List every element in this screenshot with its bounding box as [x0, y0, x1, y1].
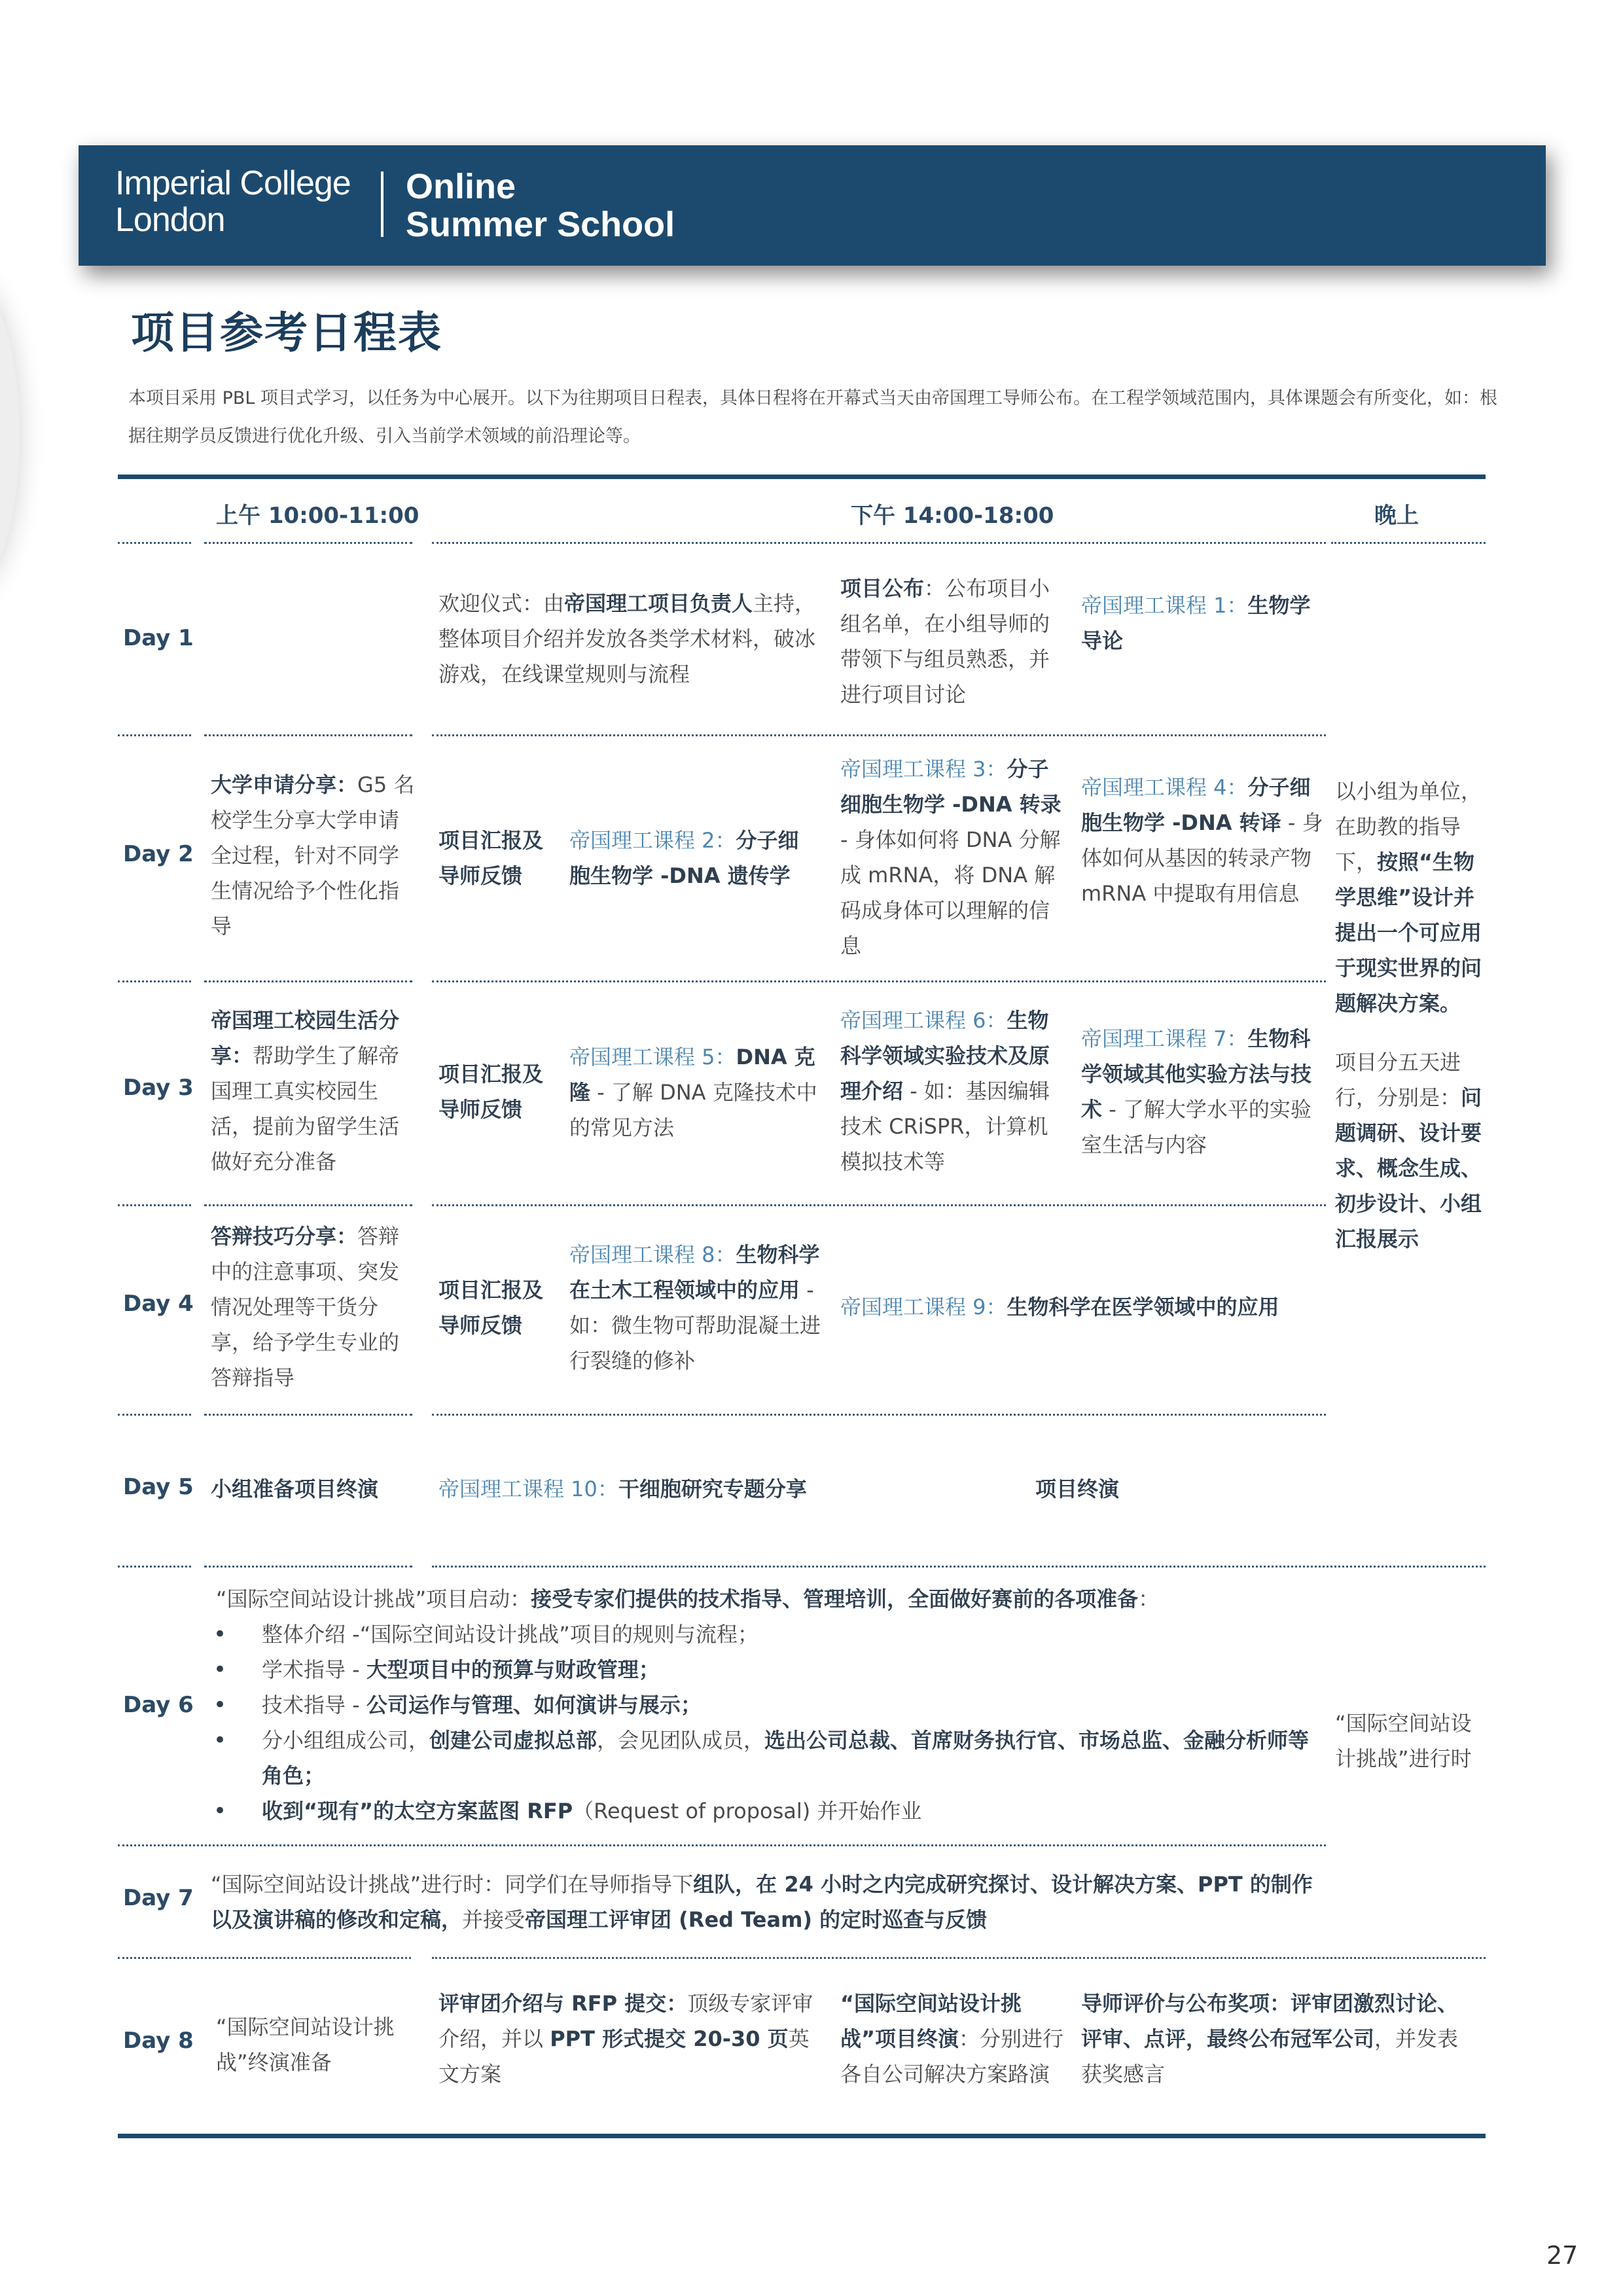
day6-evening: “国际空间站设计挑战”进行时 — [1335, 1711, 1472, 1771]
text: 帝国理工项目负责人 — [564, 591, 753, 616]
day-label: Day 4 — [123, 1291, 194, 1317]
separator — [432, 1204, 1326, 1206]
separator — [432, 1957, 1486, 1959]
day3-course-5 — [569, 1039, 822, 1145]
text: 帝国理工课程 7： — [1081, 1026, 1248, 1051]
brand-divider — [381, 171, 383, 237]
separator — [118, 1414, 191, 1416]
text: 帝国理工课程 5： — [569, 1045, 736, 1069]
text: 分子细胞生物学 -DNA 转录 — [840, 757, 1061, 817]
day2-course-4 — [1081, 770, 1323, 911]
day1-project-announce — [840, 571, 1063, 712]
text: 生物学导论 — [1081, 593, 1311, 653]
text: 帝国理工课程 4： — [1081, 775, 1248, 800]
text: 帝国理工课程 9： — [840, 1295, 1007, 1319]
text: G5 名校学生分享大学申请全过程，针对不同学生情况给予个性化指导 — [211, 772, 415, 939]
day5-morning: 小组准备项目终演 — [211, 1477, 379, 1501]
text: 分子细胞生物学 -DNA 遗传学 — [569, 828, 799, 888]
page-number: 27 — [1546, 2241, 1578, 2270]
day3-report: 项目汇报及导师反馈 — [438, 1062, 544, 1122]
text: 按照“生物学思维”设计并提出一个可应用于现实世界的问题解决方案。 — [1335, 850, 1482, 1016]
day6-bullets — [213, 1617, 1326, 1829]
page-edge-shadow — [0, 281, 20, 589]
text: 大学申请分享： — [211, 772, 358, 797]
text: 问题调研、设计要求、概念生成、初步设计、小组汇报展示 — [1335, 1085, 1482, 1251]
separator — [118, 542, 191, 544]
header-banner — [79, 145, 1546, 266]
program-name — [406, 168, 675, 243]
separator — [432, 1414, 1326, 1416]
text: - 身体如何从基因的转录产物 mRNA 中提取有用信息 — [1081, 810, 1323, 906]
text: 主持，整体项目介绍并发放各类学术材料，破冰游戏，在线课堂规则与流程 — [438, 591, 816, 687]
separator — [204, 542, 412, 544]
text: 公司运作与管理、如何演讲与展示； — [366, 1693, 702, 1717]
separator — [432, 980, 1326, 982]
text: 生物科学领域其他实验方法与技术 — [1081, 1026, 1312, 1122]
text: 生物科学领域实验技术及原理介绍 — [840, 1008, 1050, 1103]
text: 接受专家们提供的技术指导、管理培训，全面做好赛前的各项准备 — [531, 1587, 1139, 1611]
separator — [204, 1566, 412, 1568]
brand-line-1: Imperial College — [115, 164, 351, 202]
separator — [204, 1414, 412, 1416]
text: - 身体如何将 DNA 分解成 mRNA，将 DNA 解码成身体可以理解的信息 — [840, 827, 1061, 958]
header-evening: 晚上 — [1374, 503, 1419, 529]
day8-morning: “国际空间站设计挑战”终演准备 — [216, 2015, 395, 2075]
separator — [118, 734, 191, 736]
text: “国际空间站设计挑战”进行时：同学们在导师指导下 — [211, 1872, 694, 1897]
day4-course-8 — [569, 1237, 822, 1378]
day1-course-1 — [1081, 588, 1323, 658]
text: 帝国理工课程 2： — [569, 828, 736, 853]
text: ：公布项目小组名单，在小组导师的带领下与组员熟悉，并进行项目讨论 — [840, 576, 1050, 707]
list-item — [213, 1617, 1326, 1652]
page-title: 项目参考日程表 — [131, 308, 442, 358]
text: 以小组为单位，在助教的指导下， — [1335, 779, 1482, 874]
separator — [432, 734, 1326, 736]
header-morning: 上午 10:00-11:00 — [216, 503, 419, 529]
text: 创建公司虚拟总部 — [429, 1728, 597, 1753]
text: 导师评价与公布奖项： — [1081, 1991, 1291, 2016]
text: 大型项目中的预算与财政管理； — [366, 1657, 660, 1682]
day-label: Day 2 — [123, 841, 194, 867]
header-afternoon: 下午 14:00-18:00 — [851, 503, 1054, 529]
program-line-2: Summer School — [406, 205, 675, 244]
text: - 了解大学水平的实验室生活与内容 — [1081, 1097, 1311, 1157]
text: 并接受 — [462, 1907, 526, 1932]
day2-course-3 — [840, 751, 1067, 963]
day2-course-2 — [569, 823, 818, 893]
text: （Request of proposal) 并开始作业 — [573, 1799, 922, 1823]
text: DNA 克隆 — [569, 1045, 815, 1105]
day-label: Day 5 — [123, 1474, 194, 1500]
text: 欢迎仪式：由 — [438, 591, 565, 616]
day4-course-9 — [840, 1289, 1325, 1325]
text: 帮助学生了解帝国理工真实校园生活，提前为留学生活做好充分准备 — [211, 1043, 400, 1174]
day6-lead — [216, 1581, 1329, 1617]
day4-morning — [211, 1219, 415, 1395]
day8-awards — [1081, 1986, 1461, 2092]
text: 分子细胞生物学 -DNA 转译 — [1081, 775, 1311, 835]
list-item — [213, 1652, 1326, 1687]
text: 帝国理工课程 8： — [569, 1242, 736, 1267]
text: 学术指导 - — [262, 1657, 366, 1682]
day-label: Day 6 — [123, 1692, 194, 1718]
separator — [432, 1566, 1486, 1568]
text: 帝国理工课程 1： — [1081, 593, 1248, 618]
list-item — [213, 1723, 1326, 1793]
text: 生物科学在医学领域中的应用 — [1007, 1295, 1279, 1319]
text: 顶级专家评审介绍，并以 — [438, 1991, 813, 2051]
separator — [204, 980, 412, 982]
table-bottom-rule — [118, 2134, 1486, 2138]
text: 整体介绍 -“国际空间站设计挑战”项目的规则与流程； — [262, 1622, 758, 1647]
program-line-1: Online — [406, 167, 516, 206]
separator — [118, 980, 191, 982]
day8-final-show — [840, 1986, 1073, 2092]
day3-course-7 — [1081, 1021, 1327, 1162]
brand-line-2: London — [115, 201, 225, 239]
text: 项目公布 — [840, 576, 925, 601]
text: “国际空间站设计挑战”项目启动： — [216, 1587, 531, 1611]
text: - 如：基因编辑技术 CRiSPR，计算机模拟技术等 — [840, 1079, 1050, 1174]
text: 评审团介绍与 RFP 提交： — [438, 1991, 688, 2016]
separator — [118, 1844, 1326, 1846]
table-top-rule — [118, 475, 1486, 479]
text: “国际空间站设计挑战”项目终演 — [840, 1991, 1022, 2051]
text: ，会见团队成员， — [597, 1728, 765, 1753]
text: - 如：微生物可帮助混凝土进行裂缝的修补 — [569, 1278, 821, 1373]
day-label: Day 1 — [123, 625, 194, 651]
text: 分小组组成公司， — [262, 1728, 430, 1753]
text: 收到“现有”的太空方案蓝图 RFP — [262, 1799, 573, 1823]
day1-welcome — [438, 586, 825, 692]
list-item — [213, 1687, 1326, 1723]
text: ：分别进行各自公司解决方案路演 — [840, 2026, 1064, 2087]
text: 英文方案 — [438, 2026, 810, 2087]
text: 帝国理工评审团 (Red Team) 的定时巡查与反馈 — [525, 1907, 988, 1932]
text: 帝国理工课程 3： — [840, 757, 1007, 781]
separator — [204, 734, 412, 736]
intro-paragraph: 本项目采用 PBL 项目式学习，以任务为中心展开。以下为往期项目日程表，具体日程将在开幕式当天由帝国理工导师公布。在工程学领域范围内，具体课题会有所变化，如：根据往期学员反馈进行优化升级、引入当前学术领域的前沿理论等。 — [128, 388, 1498, 446]
text: 项目分五天进行，分别是： — [1335, 1050, 1461, 1110]
day8-rfp — [438, 1986, 825, 2092]
day4-report: 项目汇报及导师反馈 — [438, 1278, 544, 1338]
separator — [204, 1204, 412, 1206]
text: 答辩中的注意事项、突发情况处理等干货分享，给予学生专业的答辩指导 — [211, 1224, 400, 1390]
separator — [118, 1566, 191, 1568]
day3-course-6 — [840, 1003, 1067, 1179]
text: 选出公司总裁、首席财务执行官、市场总监、金融分析师等角色； — [262, 1728, 1310, 1788]
day-label: Day 3 — [123, 1075, 194, 1101]
text: 评审团激烈讨论、评审、点评，最终公布冠军公司 — [1081, 1991, 1459, 2051]
brand-logo — [115, 165, 351, 238]
text: ，并发表获奖感言 — [1081, 2026, 1459, 2087]
text: 组队，在 24 小时之内完成研究探讨、设计解决方案、PPT 的制作以及演讲稿的修改和定稿， — [211, 1872, 1313, 1932]
day-label: Day 7 — [123, 1885, 194, 1911]
text: - 了解 DNA 克隆技术中的常见方法 — [569, 1080, 817, 1140]
text: 答辩技巧分享： — [211, 1224, 358, 1249]
separator — [432, 542, 1326, 544]
text: 技术指导 - — [262, 1693, 366, 1717]
day2-report: 项目汇报及导师反馈 — [438, 828, 544, 888]
text: 帝国理工课程 10： — [438, 1477, 618, 1501]
text: 生物科学在土木工程领域中的应用 — [569, 1242, 820, 1302]
evening-project-description — [1335, 774, 1483, 1257]
day2-morning — [211, 767, 415, 944]
day-label: Day 8 — [123, 2028, 194, 2054]
text: PPT 形式提交 20-30 页 — [550, 2026, 789, 2051]
list-item — [213, 1793, 1326, 1829]
text: 帝国理工课程 6： — [840, 1008, 1007, 1033]
day5-final-show: 项目终演 — [1035, 1477, 1120, 1501]
text: ： — [1138, 1587, 1160, 1611]
day7-content — [211, 1867, 1323, 1937]
day5-course-10 — [438, 1471, 831, 1507]
text: 帝国理工校园生活分享： — [211, 1008, 400, 1068]
day3-morning — [211, 1003, 415, 1179]
separator — [118, 1204, 191, 1206]
separator — [1331, 542, 1486, 544]
separator — [118, 1957, 411, 1959]
text: 干细胞研究专题分享 — [618, 1477, 807, 1501]
